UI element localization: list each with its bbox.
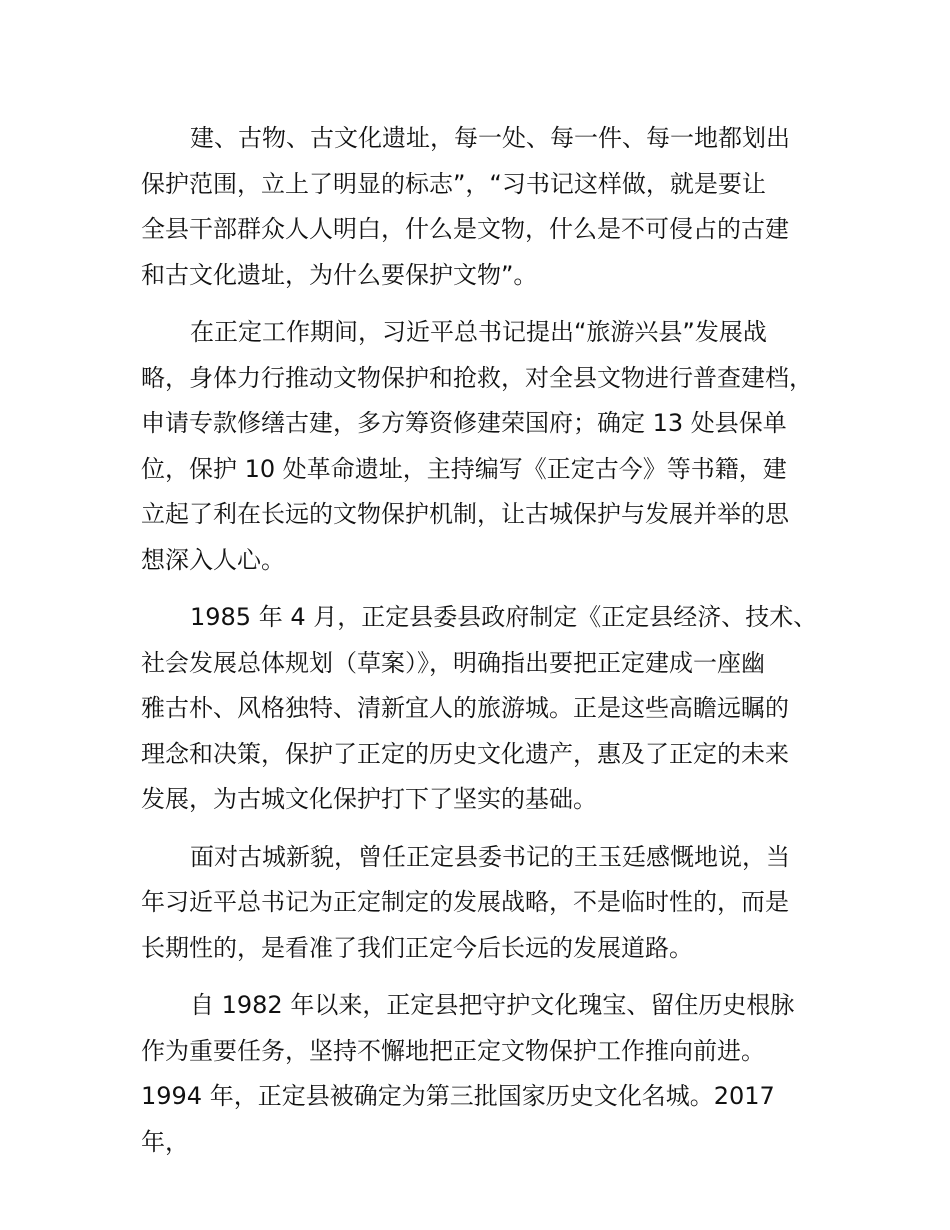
- text-line: 理念和决策，保护了正定的历史文化遗产，惠及了正定的未来: [141, 739, 789, 768]
- text-line: 面对古城新貌，曾任正定县委书记的王玉廷感慨地说，当: [190, 842, 790, 871]
- text-line: 保护范围，立上了明显的标志”，“习书记这样做，就是要让: [141, 169, 766, 198]
- text-line: 长期性的，是看准了我们正定今后长远的发展道路。: [141, 933, 693, 962]
- text-line: 建、古物、古文化遗址，每一处、每一件、每一地都划出: [190, 124, 790, 152]
- document-body: [141, 116, 831, 1177]
- text-line: 在正定工作期间，习近平总书记提出“旅游兴县”发展战: [190, 318, 767, 346]
- text-line: 全县干部群众人人明白，什么是文物，什么是不可侵占的古建: [141, 215, 789, 243]
- text-line: 发展，为古城文化保护打下了坚实的基础。: [141, 785, 597, 813]
- text-line: 立起了利在长远的文物保护机制，让古城保护与发展并举的思: [141, 500, 789, 528]
- text-line: 和古文化遗址，为什么要保护文物”。: [141, 260, 538, 289]
- text-line: 1994 年，正定县被确定为第三批国家历史文化名城。2017: [141, 1082, 775, 1110]
- text-line: 申请专款修缮古建，多方筹资修建荣国府；确定 13 处县保单: [141, 409, 787, 437]
- text-line: 年习近平总书记为正定制定的发展战略，不是临时性的，而是: [141, 888, 789, 916]
- paragraph-2: [141, 310, 831, 583]
- paragraph-1: [141, 116, 831, 298]
- paragraph-3: [141, 595, 831, 823]
- text-line: 位，保护 10 处革命遗址，主持编写《正定古今》等书籍，建: [141, 454, 787, 483]
- paragraph-5: [141, 983, 831, 1165]
- text-line: 年，: [141, 1127, 189, 1156]
- paragraph-4: [141, 835, 831, 972]
- text-line: 雅古朴、风格独特、清新宜人的旅游城。正是这些高瞻远瞩的: [141, 694, 789, 722]
- text-line: 想深入人心。: [141, 545, 285, 574]
- text-line: 略，身体力行推动文物保护和抢救，对全县文物进行普查建档，: [141, 363, 813, 392]
- text-line: 社会发展总体规划（草案）》，明确指出要把正定建成一座幽: [141, 648, 765, 677]
- text-line: 作为重要任务，坚持不懈地把正定文物保护工作推向前进。: [141, 1036, 765, 1065]
- text-line: 1985 年 4 月，正定县委县政府制定《正定县经济、技术、: [190, 603, 818, 631]
- text-line: 自 1982 年以来，正定县把守护文化瑰宝、留住历史根脉: [190, 991, 795, 1019]
